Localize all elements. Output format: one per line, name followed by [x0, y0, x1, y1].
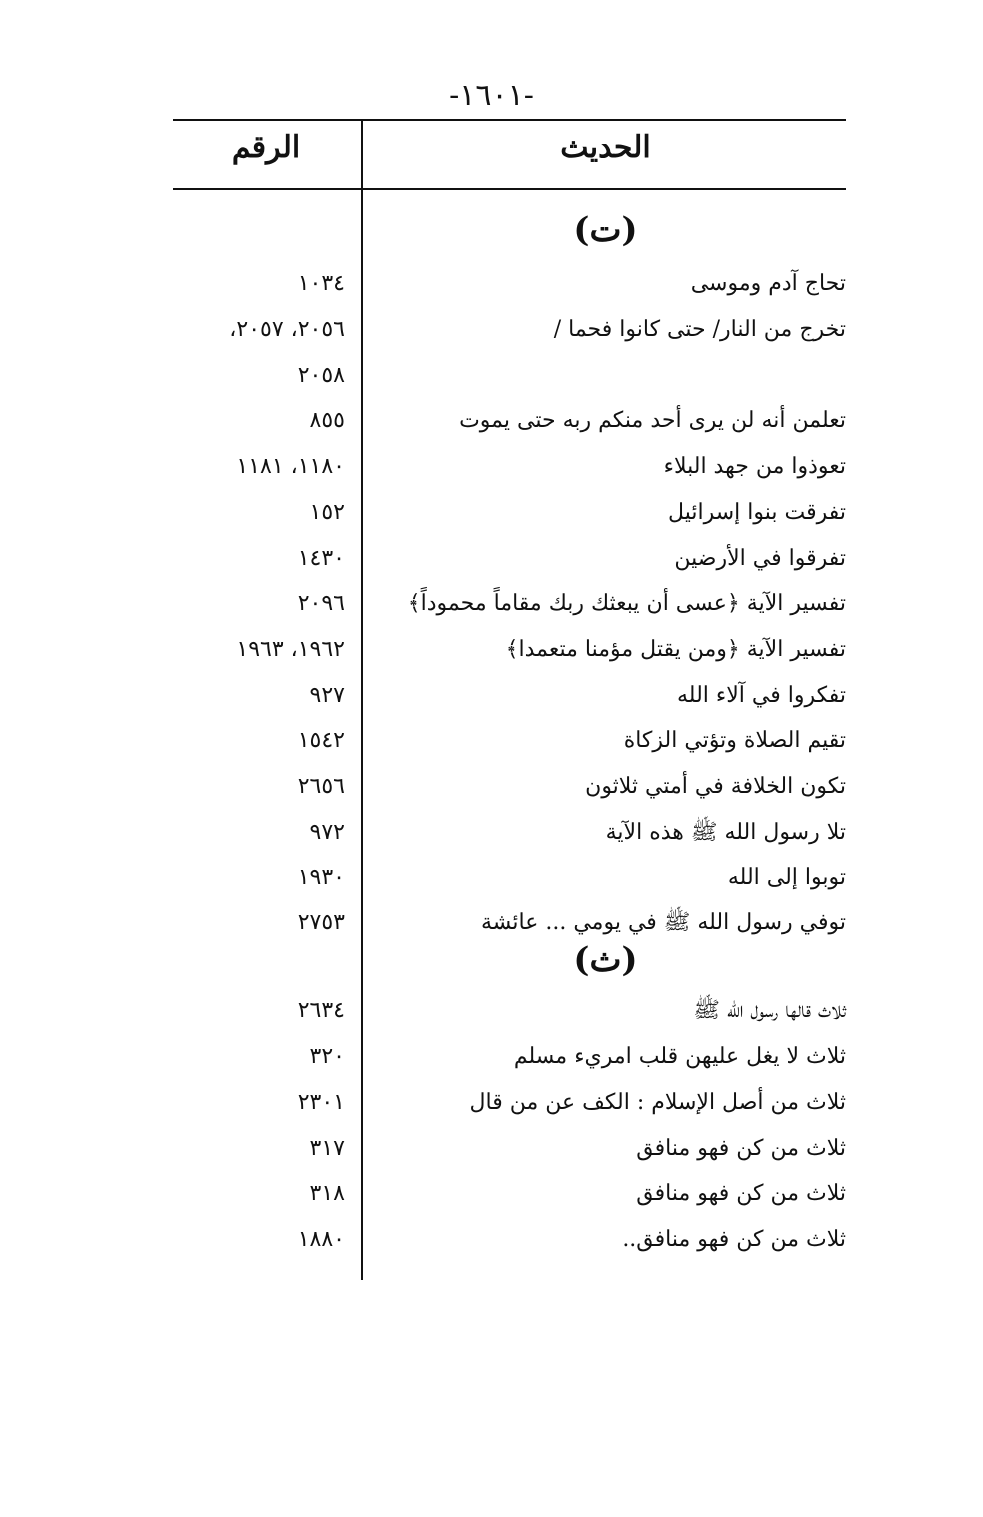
section-letter-thaa: (ث): [573, 940, 638, 980]
hadith-text: ثلاث من كن فهو منافق: [636, 1181, 846, 1206]
hadith-text: ثلاث من كن فهو منافق..: [622, 1227, 846, 1252]
index-row: [0, 813, 983, 853]
hadith-number: ١٨٨٠: [297, 1227, 345, 1252]
index-row: [0, 630, 983, 670]
index-row: [0, 903, 983, 943]
hadith-text: تخرج من النار/ حتى كانوا فحما /: [553, 317, 846, 342]
hadith-number: ٣١٨: [309, 1181, 345, 1206]
hadith-text: تعلمن أنه لن يرى أحد منكم ربه حتى يموت: [459, 408, 846, 433]
hadith-number: ٢٠٩٦: [297, 591, 345, 616]
index-row: [0, 767, 983, 807]
hadith-number: ٢٦٥٦: [297, 774, 345, 799]
hadith-number: ١٥٢: [309, 500, 345, 525]
header-rule: [173, 188, 846, 190]
hadith-number: ٢٠٥٦، ٢٠٥٧،: [229, 317, 345, 342]
hadith-text: تفكروا في آلاء الله: [676, 683, 846, 708]
index-row: [0, 493, 983, 533]
page-number: -١٦٠١-: [449, 78, 534, 113]
hadith-number: ٣١٧: [309, 1136, 345, 1161]
hadith-number: ١٩٦٢، ١٩٦٣: [236, 637, 345, 662]
index-row: [0, 401, 983, 441]
hadith-text: توفي رسول الله ﷺ في يومي ... عائشة: [481, 910, 846, 935]
hadith-text: تكون الخلافة في أمتي ثلاثون: [585, 774, 846, 799]
index-row: [0, 1083, 983, 1123]
index-row: [0, 1220, 983, 1260]
index-row: [0, 447, 983, 487]
top-rule: [173, 119, 846, 121]
hadith-text: تفرقت بنوا إسرائيل: [668, 500, 846, 525]
hadith-number: ٢٣٠١: [297, 1090, 345, 1115]
index-row: [0, 991, 983, 1031]
section-letter-taa: (ت): [573, 210, 638, 250]
column-header-number: الرقم: [231, 130, 301, 165]
hadith-number: ٩٢٧: [309, 683, 345, 708]
index-row: [0, 356, 983, 396]
hadith-number: ٨٥٥: [309, 408, 345, 433]
index-row: [0, 539, 983, 579]
index-row: [0, 1174, 983, 1214]
hadith-text: ثلاث من أصل الإسلام : الكف عن من قال: [469, 1090, 846, 1115]
index-row: [0, 676, 983, 716]
index-row: [0, 858, 983, 898]
hadith-text: ثلاث من كن فهو منافق: [636, 1136, 846, 1161]
hadith-number: ٩٧٢: [309, 820, 345, 845]
hadith-text: تعوذوا من جهد البلاء: [663, 454, 846, 479]
hadith-number: ١٥٤٢: [297, 728, 345, 753]
index-row: [0, 584, 983, 624]
index-row: [0, 721, 983, 761]
hadith-number: ١٩٣٠: [297, 865, 345, 890]
hadith-number: ٢٠٥٨: [297, 363, 345, 388]
hadith-number: ١٠٣٤: [297, 271, 345, 296]
hadith-text: تلا رسول الله ﷺ هذه الآية: [605, 820, 846, 845]
index-row: [0, 1129, 983, 1169]
hadith-number: ٣٢٠: [309, 1044, 345, 1069]
hadith-text: توبوا إلى الله: [727, 865, 846, 890]
index-row: [0, 1037, 983, 1077]
hadith-text: تحاج آدم وموسى: [690, 271, 846, 296]
column-header-hadith: الحديث: [560, 130, 651, 165]
hadith-number: ٢٦٣٤: [297, 998, 345, 1023]
index-row: [0, 264, 983, 304]
hadith-text: ثلاث لا يغل عليهن قلب امريء مسلم: [513, 1044, 846, 1069]
hadith-text: ثلاث قالها رسول الله ﷺ: [693, 998, 846, 1023]
hadith-text: تفسير الآية ﴿ومن يقتل مؤمنا متعمدا﴾: [505, 637, 846, 662]
hadith-text: تقيم الصلاة وتؤتي الزكاة: [623, 728, 846, 753]
hadith-text: تفرقوا في الأرضين: [674, 546, 846, 571]
hadith-number: ٢٧٥٣: [297, 910, 345, 935]
hadith-text: تفسير الآية ﴿عسى أن يبعثك ربك مقاماً محموداً﴾: [407, 591, 846, 616]
index-row: [0, 310, 983, 350]
hadith-number: ١١٨٠، ١١٨١: [236, 454, 345, 479]
hadith-number: ١٤٣٠: [297, 546, 345, 571]
